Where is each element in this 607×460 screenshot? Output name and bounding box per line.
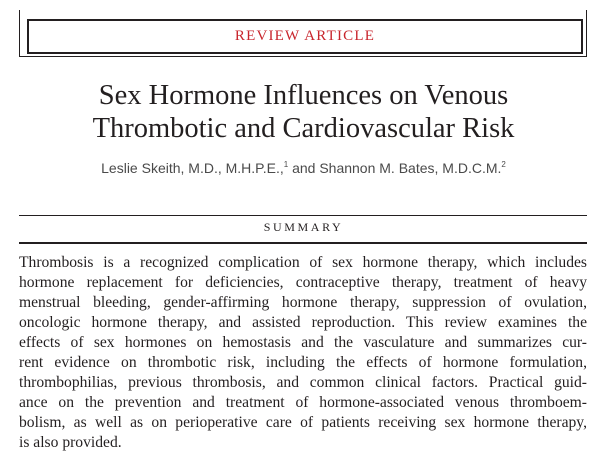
summary-top-rule xyxy=(19,215,587,216)
author-name[interactable]: Leslie Skeith, M.D., M.H.P.E., xyxy=(101,160,284,176)
author-name[interactable]: Shannon M. Bates, M.D.C.M. xyxy=(319,160,502,176)
summary-line: Thrombosis is a recognized complication of sex hormone therapy, which includes xyxy=(19,254,587,271)
title-line: Thrombotic and Cardiovascular Risk xyxy=(92,113,515,144)
summary-line: menstrual bleeding, gender-affirming hormone therapy, suppression of ovulation, xyxy=(19,294,587,311)
title-line: Sex Hormone Influences on Venous xyxy=(98,80,509,111)
summary-line: hormone replacement for deficiencies, contraceptive therapy, treatment of heavy xyxy=(19,274,587,291)
affiliation-marker[interactable]: 1 xyxy=(283,160,289,169)
summary-line: thrombophilias, previous thrombosis, and common clinical factors. Practical guid- xyxy=(19,374,587,391)
author-line xyxy=(0,158,607,178)
summary-line: is also provided. xyxy=(19,434,122,451)
summary-line: oncologic hormone therapy, and assisted reproduction. This review examines the xyxy=(19,314,587,331)
summary-line: effects of sex hormones on hemostasis and the vasculature and summarizes cur- xyxy=(19,334,587,351)
summary-paragraph xyxy=(19,253,587,453)
author-conjunction: and xyxy=(292,160,316,176)
article-title xyxy=(0,79,607,145)
summary-line: bolism, as well as on perioperative care of patients receiving sex hormone therapy, xyxy=(19,414,587,431)
article-type-banner xyxy=(27,19,583,54)
summary-heading: SUMMARY xyxy=(263,220,344,234)
affiliation-marker[interactable]: 2 xyxy=(501,160,506,169)
summary-line: rent evidence on thrombotic risk, including the effects of hormone formulation, xyxy=(19,354,587,371)
summary-bottom-rule xyxy=(19,242,587,244)
article-type-label: REVIEW ARTICLE xyxy=(234,28,376,44)
summary-line: ance on the prevention and treatment of hormone-associated venous thromboem- xyxy=(19,394,587,411)
